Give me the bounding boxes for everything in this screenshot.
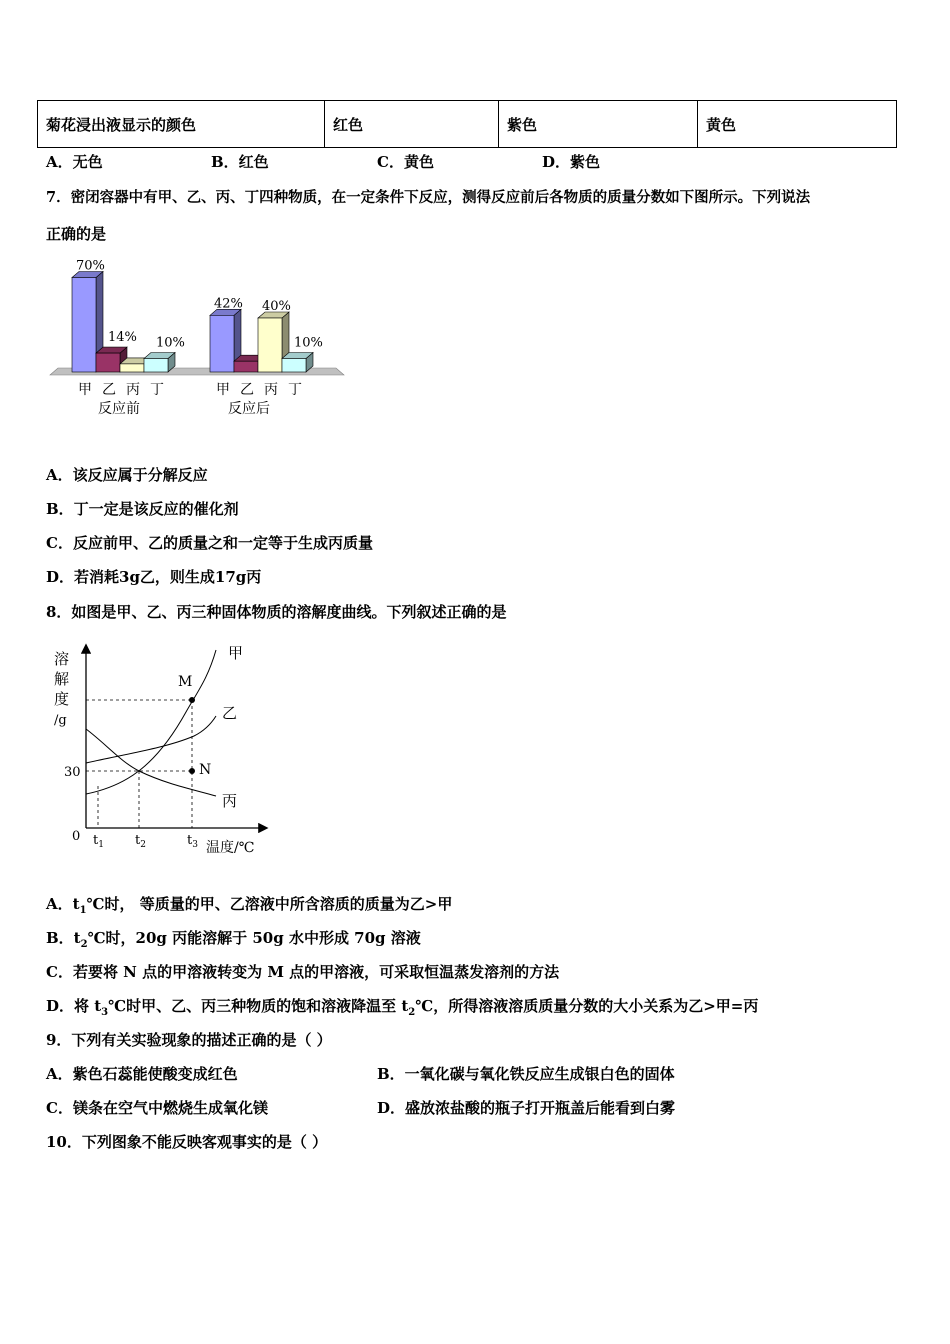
q7-bar-chart xyxy=(46,250,356,425)
category-label: 丁 xyxy=(150,382,164,398)
bar-反应前-丁 xyxy=(144,353,175,373)
curve-bing xyxy=(86,729,216,796)
q7-option-c: C．反应前甲、乙的质量之和一定等于生成丙质量 xyxy=(46,534,373,552)
q7-stem-line2: 正确的是 xyxy=(46,225,107,243)
table-cell: 黄色 xyxy=(698,101,897,148)
series-label-yi: 乙 xyxy=(222,704,238,722)
category-label: 甲 xyxy=(78,382,92,398)
q6-option-d: D．紫色 xyxy=(542,153,601,171)
category-label: 丙 xyxy=(126,382,140,398)
group-label: 反应后 xyxy=(228,401,270,417)
bar-反应后-丁 xyxy=(282,353,313,373)
q8-solubility-chart xyxy=(46,636,286,860)
x-tick-t1: $t_1$ xyxy=(93,833,104,850)
q8-option-a: A．$t_1℃$时， 等质量的甲、乙溶液中所含溶质的质量为乙>甲 xyxy=(46,895,453,916)
x-axis-label: 温度/℃ xyxy=(206,840,255,856)
q7-stem-line1: 7．密闭容器中有甲、乙、丙、丁四种物质，在一定条件下反应，测得反应前后各物质的质量分数如下图所示。下列说法 xyxy=(46,189,811,206)
y-label-char: /g xyxy=(54,713,67,728)
q10-stem: 10．下列图象不能反映客观事实的是（ ） xyxy=(46,1133,328,1151)
bar-label: 40% xyxy=(262,299,291,314)
bar-label: 10% xyxy=(294,335,323,351)
q8-option-c: C．若要将 N 点的甲溶液转变为 M 点的甲溶液，可采取恒温蒸发溶剂的方法 xyxy=(46,963,560,981)
bar-label: 70% xyxy=(76,258,105,274)
table-cell: 红色 xyxy=(325,101,499,148)
q6-option-a: A．无色 xyxy=(46,153,103,171)
color-table xyxy=(37,100,897,148)
q9-option-c: C．镁条在空气中燃烧生成氧化镁 xyxy=(46,1099,268,1117)
category-label: 甲 xyxy=(216,382,230,398)
q9-option-a: A．紫色石蕊能使酸变成红色 xyxy=(46,1065,238,1083)
bar-label: 42% xyxy=(214,296,243,312)
q7-option-d: D．若消耗3g乙，则生成17g丙 xyxy=(46,568,262,586)
bar-label: 10% xyxy=(156,335,185,351)
q8-stem: 8．如图是甲、乙、丙三种固体物质的溶解度曲线。下列叙述正确的是 xyxy=(46,603,507,621)
origin-label: 0 xyxy=(72,829,81,844)
series-label-bing: 丙 xyxy=(222,792,238,810)
curve-yi xyxy=(86,716,216,763)
y-label-char: 度 xyxy=(54,690,70,708)
point-m-label: M xyxy=(178,674,193,690)
point-n xyxy=(189,768,195,774)
q7-option-a: A．该反应属于分解反应 xyxy=(46,466,208,484)
y-label-char: 溶 xyxy=(54,650,70,668)
q6-option-b: B．红色 xyxy=(211,153,269,171)
table-row xyxy=(38,101,897,148)
bar-label: 14% xyxy=(108,330,137,346)
y-tick-30: 30 xyxy=(64,765,81,780)
q8-option-b: B．$t_2℃$时，20g 丙能溶解于 50g 水中形成 70g 溶液 xyxy=(46,929,421,950)
y-label-char: 解 xyxy=(54,670,70,688)
q7-option-b: B．丁一定是该反应的催化剂 xyxy=(46,500,239,518)
table-cell-label: 菊花浸出液显示的颜色 xyxy=(38,101,325,148)
q9-option-d: D．盛放浓盐酸的瓶子打开瓶盖后能看到白雾 xyxy=(377,1099,676,1117)
category-label: 丁 xyxy=(288,382,302,398)
q8-option-d: D．将 $t_3℃$时甲、乙、丙三种物质的饱和溶液降温至 $t_2℃$，所得溶液溶质质量分数的大小关系为乙>甲=丙 xyxy=(46,997,759,1018)
point-m xyxy=(189,697,195,703)
group-label: 反应前 xyxy=(98,401,140,417)
series-label-jia: 甲 xyxy=(228,644,244,662)
q9-stem: 9．下列有关实验现象的描述正确的是（ ） xyxy=(46,1031,332,1049)
point-n-label: N xyxy=(199,762,212,778)
category-label: 丙 xyxy=(264,382,278,398)
q6-option-c: C．黄色 xyxy=(377,153,434,171)
curve-jia xyxy=(86,650,216,794)
table-cell: 紫色 xyxy=(499,101,698,148)
category-label: 乙 xyxy=(102,382,116,398)
category-label: 乙 xyxy=(240,382,254,398)
x-tick-t2: $t_2$ xyxy=(135,833,146,850)
x-tick-t3: $t_3$ xyxy=(187,833,198,850)
q9-option-b: B．一氧化碳与氧化铁反应生成银白色的固体 xyxy=(377,1065,675,1083)
